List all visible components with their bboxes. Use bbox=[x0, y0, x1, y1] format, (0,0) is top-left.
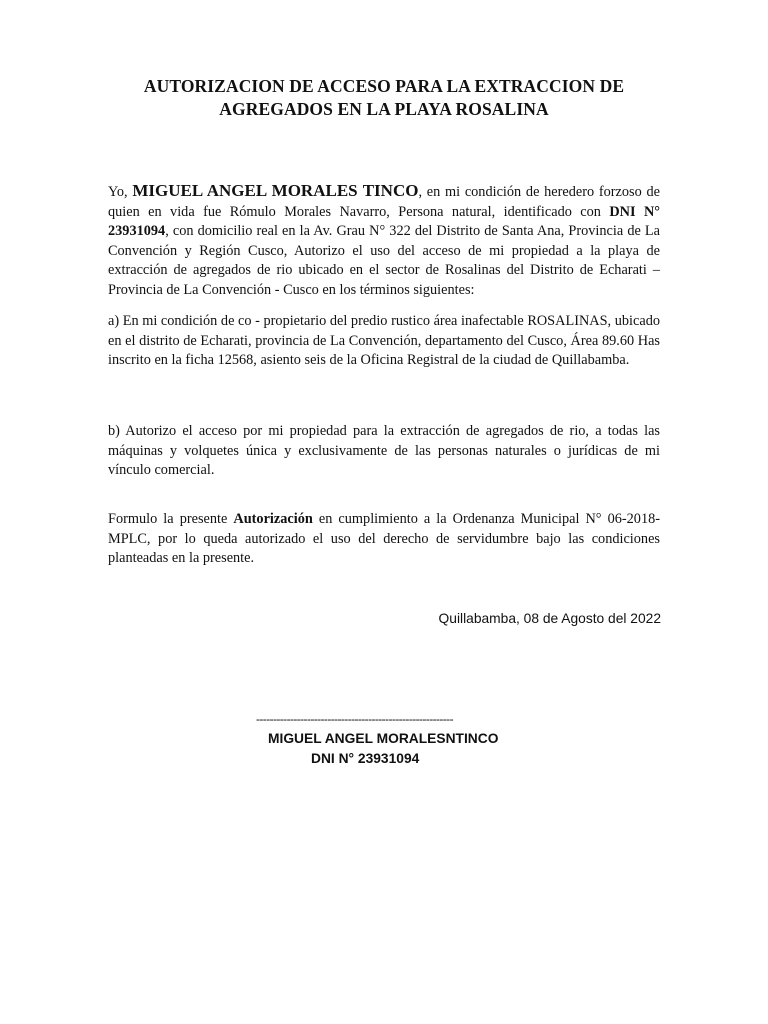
intro-text-1: , en mi condición de heredero forzoso de quien en vida fue Rómulo Morales Navarro, Persona natural, identificado con bbox=[108, 184, 660, 220]
document-title-line-1: AUTORIZACION DE ACCESO PARA LA EXTRACCION DE bbox=[143, 76, 625, 96]
declarant-dni: DNI N° 23931094 bbox=[108, 203, 660, 240]
signature-dni: DNI N° 23931094 bbox=[311, 751, 420, 766]
declarant-name: MIGUEL ANGEL MORALES TINCO bbox=[132, 181, 419, 200]
formulo-paragraph bbox=[108, 510, 660, 569]
signature-line: ---------------------------------------------------------- bbox=[256, 712, 453, 726]
intro-prefix: Yo, bbox=[108, 184, 133, 200]
place-and-date: Quillabamba, 08 de Agosto del 2022 bbox=[438, 611, 661, 626]
formulo-text: en cumplimiento a la Ordenanza Municipal N° 06-2018-MPLC, por lo queda autorizado el uso del derecho de servidumbre bajo las condiciones planteadas en la presente. bbox=[108, 511, 660, 567]
formulo-prefix: Formulo la presente bbox=[108, 511, 234, 527]
formulo-bold-word: Autorización bbox=[233, 511, 313, 527]
document-title-line-2: AGREGADOS EN LA PLAYA ROSALINA bbox=[219, 99, 549, 119]
clause-a-paragraph: a) En mi condición de co - propietario del predio rustico área inafectable ROSALINAS, ubicado en el distrito de Echarati, provincia de La Convención, departamento del Cusco, Área 89.60 Has inscrito en la ficha 12568, asiento seis de la Oficina Registral de la ciudad de Quillabamba. bbox=[108, 313, 660, 369]
signature-name: MIGUEL ANGEL MORALESNTINCO bbox=[268, 731, 499, 746]
intro-paragraph bbox=[108, 181, 660, 301]
clause-b-paragraph: b) Autorizo el acceso por mi propiedad para la extracción de agregados de rio, a todas las máquinas y volquetes única y exclusivamente de las personas naturales o jurídicas de mi vínculo comercial. bbox=[108, 423, 660, 479]
intro-text-2: , con domicilio real en la Av. Grau N° 322 del Distrito de Santa Ana, Provincia de La Convención y Región Cusco, Autorizo el uso del acceso de mi propiedad a la playa de extracción de agregados de rio ubicado en el sector de Rosalinas del Distrito de Echarati – Provincia de La Convención - Cusco en los términos siguientes: bbox=[108, 223, 660, 298]
